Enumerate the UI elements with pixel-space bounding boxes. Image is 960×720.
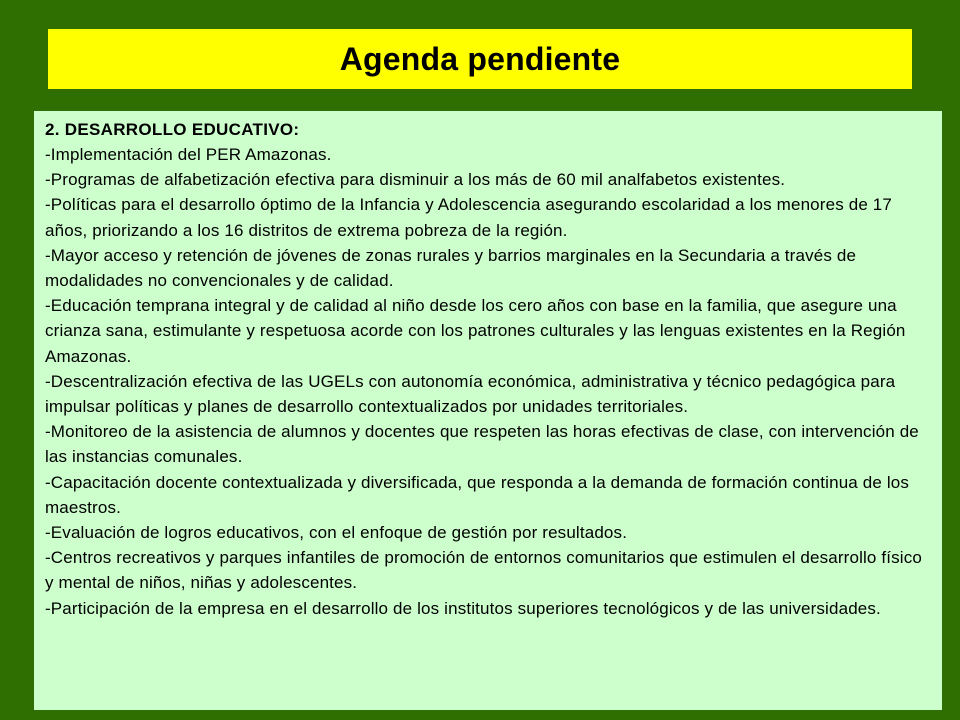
list-item: -Programas de alfabetización efectiva para disminuir a los más de 60 mil analfabetos existentes. bbox=[45, 170, 786, 190]
list-item: -Implementación del PER Amazonas. bbox=[45, 145, 332, 164]
list-item: -Evaluación de logros educativos, con el enfoque de gestión por resultados. bbox=[45, 523, 628, 543]
agenda-list bbox=[45, 142, 934, 621]
list-item: -Participación de la empresa en el desarrollo de los institutos superiores tecnológicos y de las universidades. bbox=[45, 598, 881, 618]
list-item: -Monitoreo de la asistencia de alumnos y docentes que respeten las horas efectivas de clase, con intervención de las instancias comunales. bbox=[45, 422, 919, 467]
list-item: -Descentralización efectiva de las UGELs con autonomía económica, administrativa y técnico pedagógica para impulsar políticas y planes de desarrollo contextualizados por unidades territoriales. bbox=[45, 371, 896, 417]
page-title: Agenda pendiente bbox=[339, 40, 621, 77]
section-heading: 2. DESARROLLO EDUCATIVO: bbox=[45, 120, 300, 139]
list-item: -Centros recreativos y parques infantiles de promoción de entornos comunitarios que estimulen el desarrollo físico y mental de niños, niñas y adolescentes. bbox=[45, 548, 922, 593]
list-item: -Capacitación docente contextualizada y diversificada, que responda a la demanda de formación continua de los maestros. bbox=[45, 472, 910, 517]
list-item: -Educación temprana integral y de calidad al niño desde los cero años con base en la familia, que asegure una crianza sana, estimulante y respetuosa acorde con los patrones culturales y las lenguas existentes en la Región Amazonas. bbox=[45, 296, 906, 366]
title-banner bbox=[48, 29, 912, 89]
content-panel bbox=[34, 111, 942, 710]
list-item: -Mayor acceso y retención de jóvenes de zonas rurales y barrios marginales en la Secundaria a través de modalidades no convencionales y de calidad. bbox=[45, 245, 857, 291]
list-item: -Políticas para el desarrollo óptimo de la Infancia y Adolescencia asegurando escolaridad a los menores de 17 años, priorizando a los 16 distritos de extrema pobreza de la región. bbox=[45, 195, 893, 240]
